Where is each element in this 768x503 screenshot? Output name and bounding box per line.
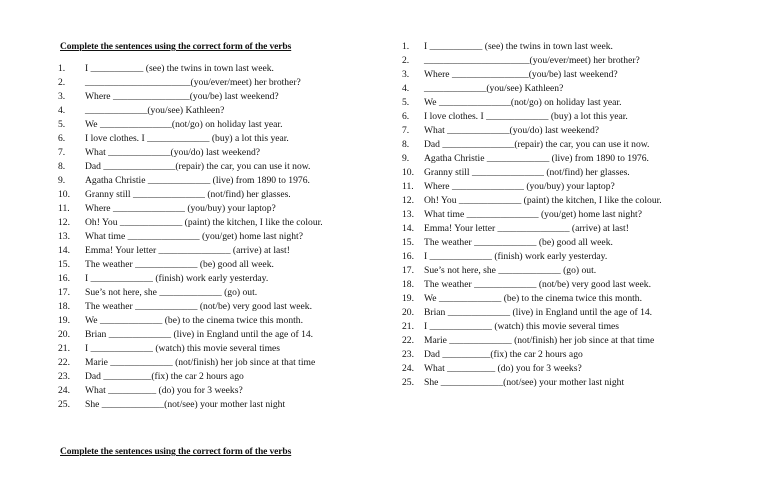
exercise-item xyxy=(58,146,378,160)
item-number: 20. xyxy=(58,329,70,340)
item-sentence: What _____________(you/do) last weekend? xyxy=(424,125,600,136)
exercise-item xyxy=(58,314,378,328)
exercise-item xyxy=(402,166,732,180)
exercise-item xyxy=(402,194,732,208)
exercise-item xyxy=(58,342,378,356)
exercise-item xyxy=(58,76,378,90)
item-number: 22. xyxy=(402,335,414,346)
item-sentence: Dad _______________(repair) the car, you can use it now. xyxy=(424,139,650,150)
exercise-item xyxy=(402,278,732,292)
item-sentence: The weather _____________ (be) good all week. xyxy=(85,259,274,270)
item-number: 1. xyxy=(402,41,410,52)
item-number: 1. xyxy=(58,63,66,74)
exercise-item xyxy=(402,320,732,334)
item-number: 16. xyxy=(58,273,70,284)
item-sentence: What time _______________ (you/get) home last night? xyxy=(424,209,642,220)
item-sentence: What __________ (do) you for 3 weeks? xyxy=(424,363,582,374)
left-heading-bottom: Complete the sentences using the correct form of the verbs xyxy=(60,447,292,457)
right-exercise-list xyxy=(402,40,732,390)
exercise-item xyxy=(58,272,378,286)
item-sentence: Where ________________(you/be) last weekend? xyxy=(424,69,618,80)
item-sentence: I _____________ (finish) work early yesterday. xyxy=(424,251,608,262)
item-number: 2. xyxy=(402,55,410,66)
item-number: 8. xyxy=(402,139,410,150)
exercise-item xyxy=(58,258,378,272)
item-sentence: Brian _____________ (live) in England until the age of 14. xyxy=(424,307,653,318)
exercise-item xyxy=(402,236,732,250)
exercise-item xyxy=(58,244,378,258)
item-number: 14. xyxy=(402,223,414,234)
item-sentence: Where _______________ (you/buy) your laptop? xyxy=(85,203,276,214)
item-sentence: Where ________________(you/be) last weekend? xyxy=(85,91,279,102)
item-sentence: I _____________ (watch) this movie several times xyxy=(424,321,620,332)
item-number: 15. xyxy=(402,237,414,248)
item-number: 25. xyxy=(402,377,414,388)
item-sentence: Oh! You _____________ (paint) the kitchen, I like the colour. xyxy=(424,195,662,206)
left-heading: Complete the sentences using the correct form of the verbs xyxy=(60,42,292,52)
item-sentence: We _____________ (be) to the cinema twice this month. xyxy=(85,315,303,326)
item-sentence: She _____________(not/see) your mother last night xyxy=(85,399,286,410)
item-sentence: I _____________ (finish) work early yesterday. xyxy=(85,273,269,284)
item-number: 10. xyxy=(58,189,70,200)
item-number: 24. xyxy=(58,385,70,396)
item-number: 7. xyxy=(402,125,410,136)
item-sentence: I ___________ (see) the twins in town last week. xyxy=(424,41,613,52)
exercise-item xyxy=(402,348,732,362)
exercise-item xyxy=(58,300,378,314)
item-sentence: Sue’s not here, she _____________ (go) out. xyxy=(424,265,597,276)
exercise-item xyxy=(402,264,732,278)
item-sentence: ______________________(you/ever/meet) her brother? xyxy=(85,77,301,88)
exercise-item xyxy=(402,152,732,166)
item-sentence: Emma! Your letter _______________ (arrive) at last! xyxy=(424,223,629,234)
item-sentence: Granny still _______________ (not/find) her glasses. xyxy=(85,189,291,200)
item-sentence: I love clothes. I _____________ (buy) a lot this year. xyxy=(424,111,628,122)
item-number: 9. xyxy=(402,153,410,164)
exercise-item xyxy=(58,118,378,132)
exercise-item xyxy=(58,286,378,300)
item-number: 21. xyxy=(58,343,70,354)
exercise-item xyxy=(402,68,732,82)
item-number: 6. xyxy=(58,133,66,144)
item-number: 16. xyxy=(402,251,414,262)
item-sentence: We _____________ (be) to the cinema twice this month. xyxy=(424,293,642,304)
item-number: 11. xyxy=(402,181,414,192)
exercise-item xyxy=(58,90,378,104)
exercise-item xyxy=(58,230,378,244)
exercise-item xyxy=(58,160,378,174)
exercise-item xyxy=(402,334,732,348)
exercise-item xyxy=(402,40,732,54)
item-sentence: Granny still _______________ (not/find) her glasses. xyxy=(424,167,630,178)
exercise-item xyxy=(402,376,732,390)
exercise-item xyxy=(402,306,732,320)
item-sentence: The weather _____________ (be) good all week. xyxy=(424,237,613,248)
item-number: 4. xyxy=(58,105,66,116)
item-sentence: Marie _____________ (not/finish) her job since at that time xyxy=(85,357,316,368)
exercise-item xyxy=(402,138,732,152)
exercise-item xyxy=(58,132,378,146)
item-number: 21. xyxy=(402,321,414,332)
item-number: 12. xyxy=(58,217,70,228)
item-number: 17. xyxy=(58,287,70,298)
exercise-item xyxy=(58,356,378,370)
item-sentence: We _______________(not/go) on holiday last year. xyxy=(424,97,622,108)
exercise-item xyxy=(402,222,732,236)
item-sentence: Marie _____________ (not/finish) her job since at that time xyxy=(424,335,655,346)
item-number: 15. xyxy=(58,259,70,270)
item-number: 11. xyxy=(58,203,70,214)
item-sentence: Where _______________ (you/buy) your laptop? xyxy=(424,181,615,192)
item-sentence: What _____________(you/do) last weekend? xyxy=(85,147,261,158)
item-sentence: She _____________(not/see) your mother last night xyxy=(424,377,625,388)
item-number: 8. xyxy=(58,161,66,172)
item-sentence: Oh! You _____________ (paint) the kitchen, I like the colour. xyxy=(85,217,323,228)
item-number: 17. xyxy=(402,265,414,276)
exercise-item xyxy=(58,188,378,202)
exercise-item xyxy=(58,216,378,230)
item-sentence: Sue’s not here, she _____________ (go) out. xyxy=(85,287,258,298)
item-sentence: I love clothes. I _____________ (buy) a lot this year. xyxy=(85,133,289,144)
item-sentence: Emma! Your letter _______________ (arrive) at last! xyxy=(85,245,290,256)
exercise-item xyxy=(58,202,378,216)
item-sentence: Dad __________(fix) the car 2 hours ago xyxy=(424,349,583,360)
item-number: 18. xyxy=(58,301,70,312)
item-number: 14. xyxy=(58,245,70,256)
item-number: 19. xyxy=(402,293,414,304)
item-number: 23. xyxy=(402,349,414,360)
item-sentence: Dad __________(fix) the car 2 hours ago xyxy=(85,371,244,382)
item-number: 9. xyxy=(58,175,66,186)
exercise-item xyxy=(402,292,732,306)
left-exercise-list xyxy=(58,62,378,412)
item-sentence: _____________(you/see) Kathleen? xyxy=(424,83,564,94)
exercise-item xyxy=(402,82,732,96)
item-number: 12. xyxy=(402,195,414,206)
item-number: 13. xyxy=(58,231,70,242)
exercise-item xyxy=(58,398,378,412)
item-number: 7. xyxy=(58,147,66,158)
item-number: 4. xyxy=(402,83,410,94)
item-number: 10. xyxy=(402,167,414,178)
item-sentence: The weather _____________ (not/be) very good last week. xyxy=(85,301,312,312)
item-sentence: ______________________(you/ever/meet) her brother? xyxy=(424,55,640,66)
exercise-item xyxy=(58,62,378,76)
exercise-item xyxy=(402,54,732,68)
item-sentence: _____________(you/see) Kathleen? xyxy=(85,105,225,116)
item-sentence: The weather _____________ (not/be) very good last week. xyxy=(424,279,651,290)
item-sentence: What time _______________ (you/get) home last night? xyxy=(85,231,303,242)
item-number: 23. xyxy=(58,371,70,382)
item-sentence: Agatha Christie _____________ (live) from 1890 to 1976. xyxy=(85,175,310,186)
exercise-item xyxy=(58,370,378,384)
exercise-item xyxy=(58,384,378,398)
item-sentence: I ___________ (see) the twins in town last week. xyxy=(85,63,274,74)
item-sentence: Dad _______________(repair) the car, you can use it now. xyxy=(85,161,311,172)
item-number: 6. xyxy=(402,111,410,122)
item-sentence: Agatha Christie _____________ (live) from 1890 to 1976. xyxy=(424,153,649,164)
exercise-item xyxy=(58,104,378,118)
exercise-item xyxy=(58,328,378,342)
exercise-item xyxy=(402,96,732,110)
item-number: 22. xyxy=(58,357,70,368)
item-sentence: We _______________(not/go) on holiday last year. xyxy=(85,119,283,130)
exercise-item xyxy=(402,124,732,138)
exercise-item xyxy=(402,110,732,124)
item-number: 5. xyxy=(58,119,66,130)
item-sentence: What __________ (do) you for 3 weeks? xyxy=(85,385,243,396)
item-number: 3. xyxy=(58,91,66,102)
item-number: 24. xyxy=(402,363,414,374)
item-number: 2. xyxy=(58,77,66,88)
exercise-item xyxy=(402,180,732,194)
item-sentence: I _____________ (watch) this movie several times xyxy=(85,343,281,354)
item-number: 5. xyxy=(402,97,410,108)
exercise-item xyxy=(402,250,732,264)
item-number: 3. xyxy=(402,69,410,80)
item-number: 19. xyxy=(58,315,70,326)
item-number: 18. xyxy=(402,279,414,290)
item-number: 13. xyxy=(402,209,414,220)
exercise-item xyxy=(402,362,732,376)
exercise-item xyxy=(58,174,378,188)
item-number: 25. xyxy=(58,399,70,410)
item-number: 20. xyxy=(402,307,414,318)
item-sentence: Brian _____________ (live) in England until the age of 14. xyxy=(85,329,314,340)
exercise-item xyxy=(402,208,732,222)
